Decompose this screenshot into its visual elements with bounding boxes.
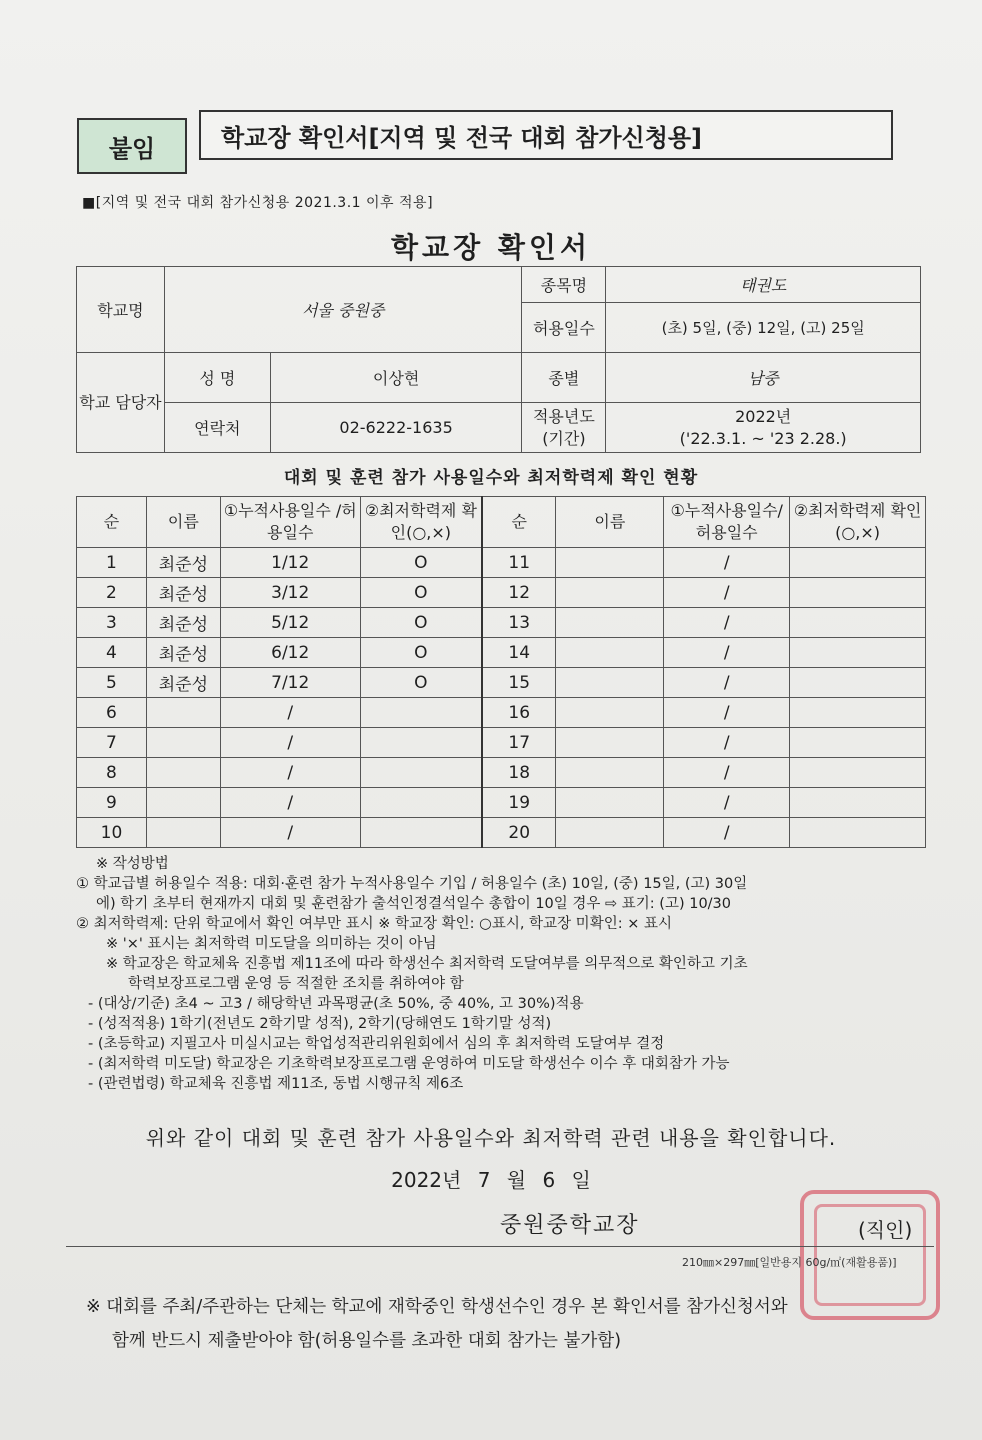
row-no: 5 (77, 668, 147, 698)
name-value: 이상현 (270, 353, 522, 403)
row-name (556, 698, 664, 728)
row-days: 5/12 (220, 608, 360, 638)
col-confirm: ②최저학력제 확인(○,×) (360, 497, 482, 548)
row-no: 4 (77, 638, 147, 668)
row-days: 6/12 (220, 638, 360, 668)
row-confirm (790, 698, 926, 728)
row-no: 9 (77, 788, 147, 818)
instruction-line: - (관련법령) 학교체육 진흥법 제11조, 동법 시행규칙 제6조 (88, 1076, 464, 1092)
row-no: 13 (482, 608, 556, 638)
confirmation-statement: 위와 같이 대회 및 훈련 참가 사용일수와 최저학력 관련 내용을 확인합니다. (145, 1126, 837, 1150)
row-days: / (220, 818, 360, 848)
row-days: / (664, 578, 790, 608)
table-row (77, 578, 926, 608)
period-value: ('22.3.1. ~ '23 2.28.) (679, 428, 847, 448)
row-confirm: O (360, 548, 482, 578)
row-confirm (360, 698, 482, 728)
table-row (77, 818, 926, 848)
instruction-line: - (초등학교) 지필고사 미실시교는 학업성적관리위원회에서 심의 후 최저학력 도달여부 결정 (88, 1036, 665, 1052)
school-value: 서울 중원중 (164, 267, 522, 353)
row-confirm (790, 728, 926, 758)
row-confirm: O (360, 608, 482, 638)
table-row (77, 638, 926, 668)
row-days: / (664, 638, 790, 668)
instruction-line: - (대상/기준) 초4 ~ 고3 / 해당학년 과목평균(초 50%, 중 40%, 고 30%)적용 (88, 996, 584, 1012)
row-no: 14 (482, 638, 556, 668)
row-confirm (790, 758, 926, 788)
row-no: 15 (482, 668, 556, 698)
row-name (146, 788, 220, 818)
writing-instructions (76, 854, 936, 1094)
contact-person-label: 학교 담당자 (77, 353, 165, 453)
row-days: / (220, 698, 360, 728)
row-no: 11 (482, 548, 556, 578)
col-no-2: 순 (482, 497, 556, 548)
year-cell (606, 403, 921, 453)
row-days: / (220, 788, 360, 818)
table-row (77, 668, 926, 698)
row-no: 17 (482, 728, 556, 758)
row-days: / (664, 788, 790, 818)
row-name (556, 758, 664, 788)
document-title: 학교장 확인서 (390, 231, 592, 264)
row-name (556, 668, 664, 698)
sport-label: 종목명 (522, 267, 606, 303)
row-name: 최준성 (146, 638, 220, 668)
row-confirm (790, 788, 926, 818)
gender-label: 종별 (522, 353, 606, 403)
row-name: 최준성 (146, 578, 220, 608)
instruction-line: ※ '×' 표시는 최저학력 미도달을 의미하는 것이 아님 (106, 936, 437, 952)
school-info-table (76, 266, 921, 453)
row-days: / (220, 758, 360, 788)
row-days: 7/12 (220, 668, 360, 698)
row-days: 1/12 (220, 548, 360, 578)
row-days: / (664, 548, 790, 578)
row-confirm (790, 548, 926, 578)
attachment-tag: 붙임 (77, 118, 187, 174)
footer-note (86, 1290, 946, 1358)
divider (66, 1246, 934, 1247)
paper-spec: 210㎜×297㎜[일반용지 60g/㎡(재활용품)] (682, 1256, 897, 1269)
footer-line: ※ 대회를 주최/주관하는 단체는 학교에 재학중인 학생선수인 경우 본 확인서를 참가신청서와 (86, 1297, 788, 1317)
usage-table (76, 496, 926, 848)
instruction-line: ① 학교급별 허용일수 적용: 대회·훈련 참가 누적사용일수 기입 / 허용일수 (초) 10일, (중) 15일, (고) 30일 (76, 876, 748, 892)
table-row (77, 548, 926, 578)
row-no: 12 (482, 578, 556, 608)
row-name (556, 608, 664, 638)
footer-line: 함께 반드시 제출받아야 함(허용일수를 초과한 대회 참가는 불가함) (112, 1331, 622, 1351)
instruction-line: ② 최저학력제: 단위 학교에서 확인 여부만 표시 ※ 학교장 확인: ○표시, 학교장 미확인: × 표시 (76, 916, 672, 932)
row-confirm (790, 668, 926, 698)
signer-name: 중원중학교장 (500, 1213, 640, 1238)
table-row (77, 728, 926, 758)
row-days: / (664, 608, 790, 638)
row-no: 10 (77, 818, 147, 848)
name-label: 성 명 (164, 353, 270, 403)
row-name: 최준성 (146, 548, 220, 578)
instruction-line: 학력보장프로그램 운영 등 적절한 조치를 취하여야 함 (128, 976, 464, 992)
instruction-line: ※ 학교장은 학교체육 진흥법 제11조에 따라 학생선수 최저학력 도달여부를 의무적으로 확인하고 기초 (106, 956, 748, 972)
row-days: / (220, 728, 360, 758)
gender-value: 남중 (606, 353, 921, 403)
row-name: 최준성 (146, 668, 220, 698)
instruction-line: ※ 작성방법 (96, 856, 169, 872)
status-title: 대회 및 훈련 참가 사용일수와 최저학력제 확인 현황 (283, 468, 699, 488)
row-name (556, 818, 664, 848)
issue-date: 2022년 7 월 6 일 (391, 1168, 591, 1192)
row-confirm (360, 818, 482, 848)
row-name (556, 728, 664, 758)
col-confirm-2: ②최저학력제 확인(○,×) (790, 497, 926, 548)
row-confirm (790, 638, 926, 668)
row-confirm: O (360, 638, 482, 668)
table-row (77, 758, 926, 788)
table-row (77, 698, 926, 728)
row-confirm (790, 818, 926, 848)
col-cumulative-2: ①누적사용일수/ 허용일수 (664, 497, 790, 548)
instruction-line: 에) 학기 초부터 현재까지 대회 및 훈련참가 출석인정결석일수 총합이 10일 경우 ⇨ 표기: (고) 10/30 (96, 896, 732, 912)
phone-label: 연락처 (164, 403, 270, 453)
row-days: 3/12 (220, 578, 360, 608)
school-label: 학교명 (77, 267, 165, 353)
row-confirm (360, 728, 482, 758)
row-no: 3 (77, 608, 147, 638)
row-name (556, 548, 664, 578)
row-no: 1 (77, 548, 147, 578)
row-confirm: O (360, 578, 482, 608)
row-confirm (790, 578, 926, 608)
row-no: 7 (77, 728, 147, 758)
row-name: 최준성 (146, 608, 220, 638)
row-days: / (664, 698, 790, 728)
row-confirm (790, 608, 926, 638)
instruction-line: - (최저학력 미도달) 학교장은 기초학력보장프로그램 운영하여 미도달 학생선수 이수 후 대회참가 가능 (88, 1056, 730, 1072)
year-label: 적용년도 (기간) (522, 403, 606, 453)
row-name (146, 758, 220, 788)
allowed-days-label: 허용일수 (522, 303, 606, 353)
row-name (146, 698, 220, 728)
row-days: / (664, 818, 790, 848)
row-days: / (664, 668, 790, 698)
instruction-line: - (성적적용) 1학기(전년도 2학기말 성적), 2학기(당해연도 1학기말 성적) (88, 1016, 552, 1032)
allowed-days-value: (초) 5일, (중) 12일, (고) 25일 (606, 303, 921, 353)
col-cumulative: ①누적사용일수 /허용일수 (220, 497, 360, 548)
col-no: 순 (77, 497, 147, 548)
row-no: 18 (482, 758, 556, 788)
row-confirm: O (360, 668, 482, 698)
row-name (556, 638, 664, 668)
col-name: 이름 (146, 497, 220, 548)
table-row (77, 788, 926, 818)
table-row (77, 608, 926, 638)
col-name-2: 이름 (556, 497, 664, 548)
row-confirm (360, 758, 482, 788)
row-days: / (664, 758, 790, 788)
row-no: 8 (77, 758, 147, 788)
phone-value: 02-6222-1635 (270, 403, 522, 453)
seal-label: (직인) (858, 1218, 913, 1242)
sport-value: 태권도 (606, 267, 921, 303)
year-value: 2022년 (735, 406, 792, 426)
row-name (146, 818, 220, 848)
header-title: 학교장 확인서[지역 및 전국 대회 참가신청용] (199, 110, 893, 160)
row-days: / (664, 728, 790, 758)
row-no: 16 (482, 698, 556, 728)
row-no: 2 (77, 578, 147, 608)
row-name (556, 578, 664, 608)
row-name (556, 788, 664, 818)
row-no: 20 (482, 818, 556, 848)
applicability-note: ■[지역 및 전국 대회 참가신청용 2021.3.1 이후 적용] (82, 195, 434, 211)
row-confirm (360, 788, 482, 818)
row-name (146, 728, 220, 758)
row-no: 6 (77, 698, 147, 728)
row-no: 19 (482, 788, 556, 818)
